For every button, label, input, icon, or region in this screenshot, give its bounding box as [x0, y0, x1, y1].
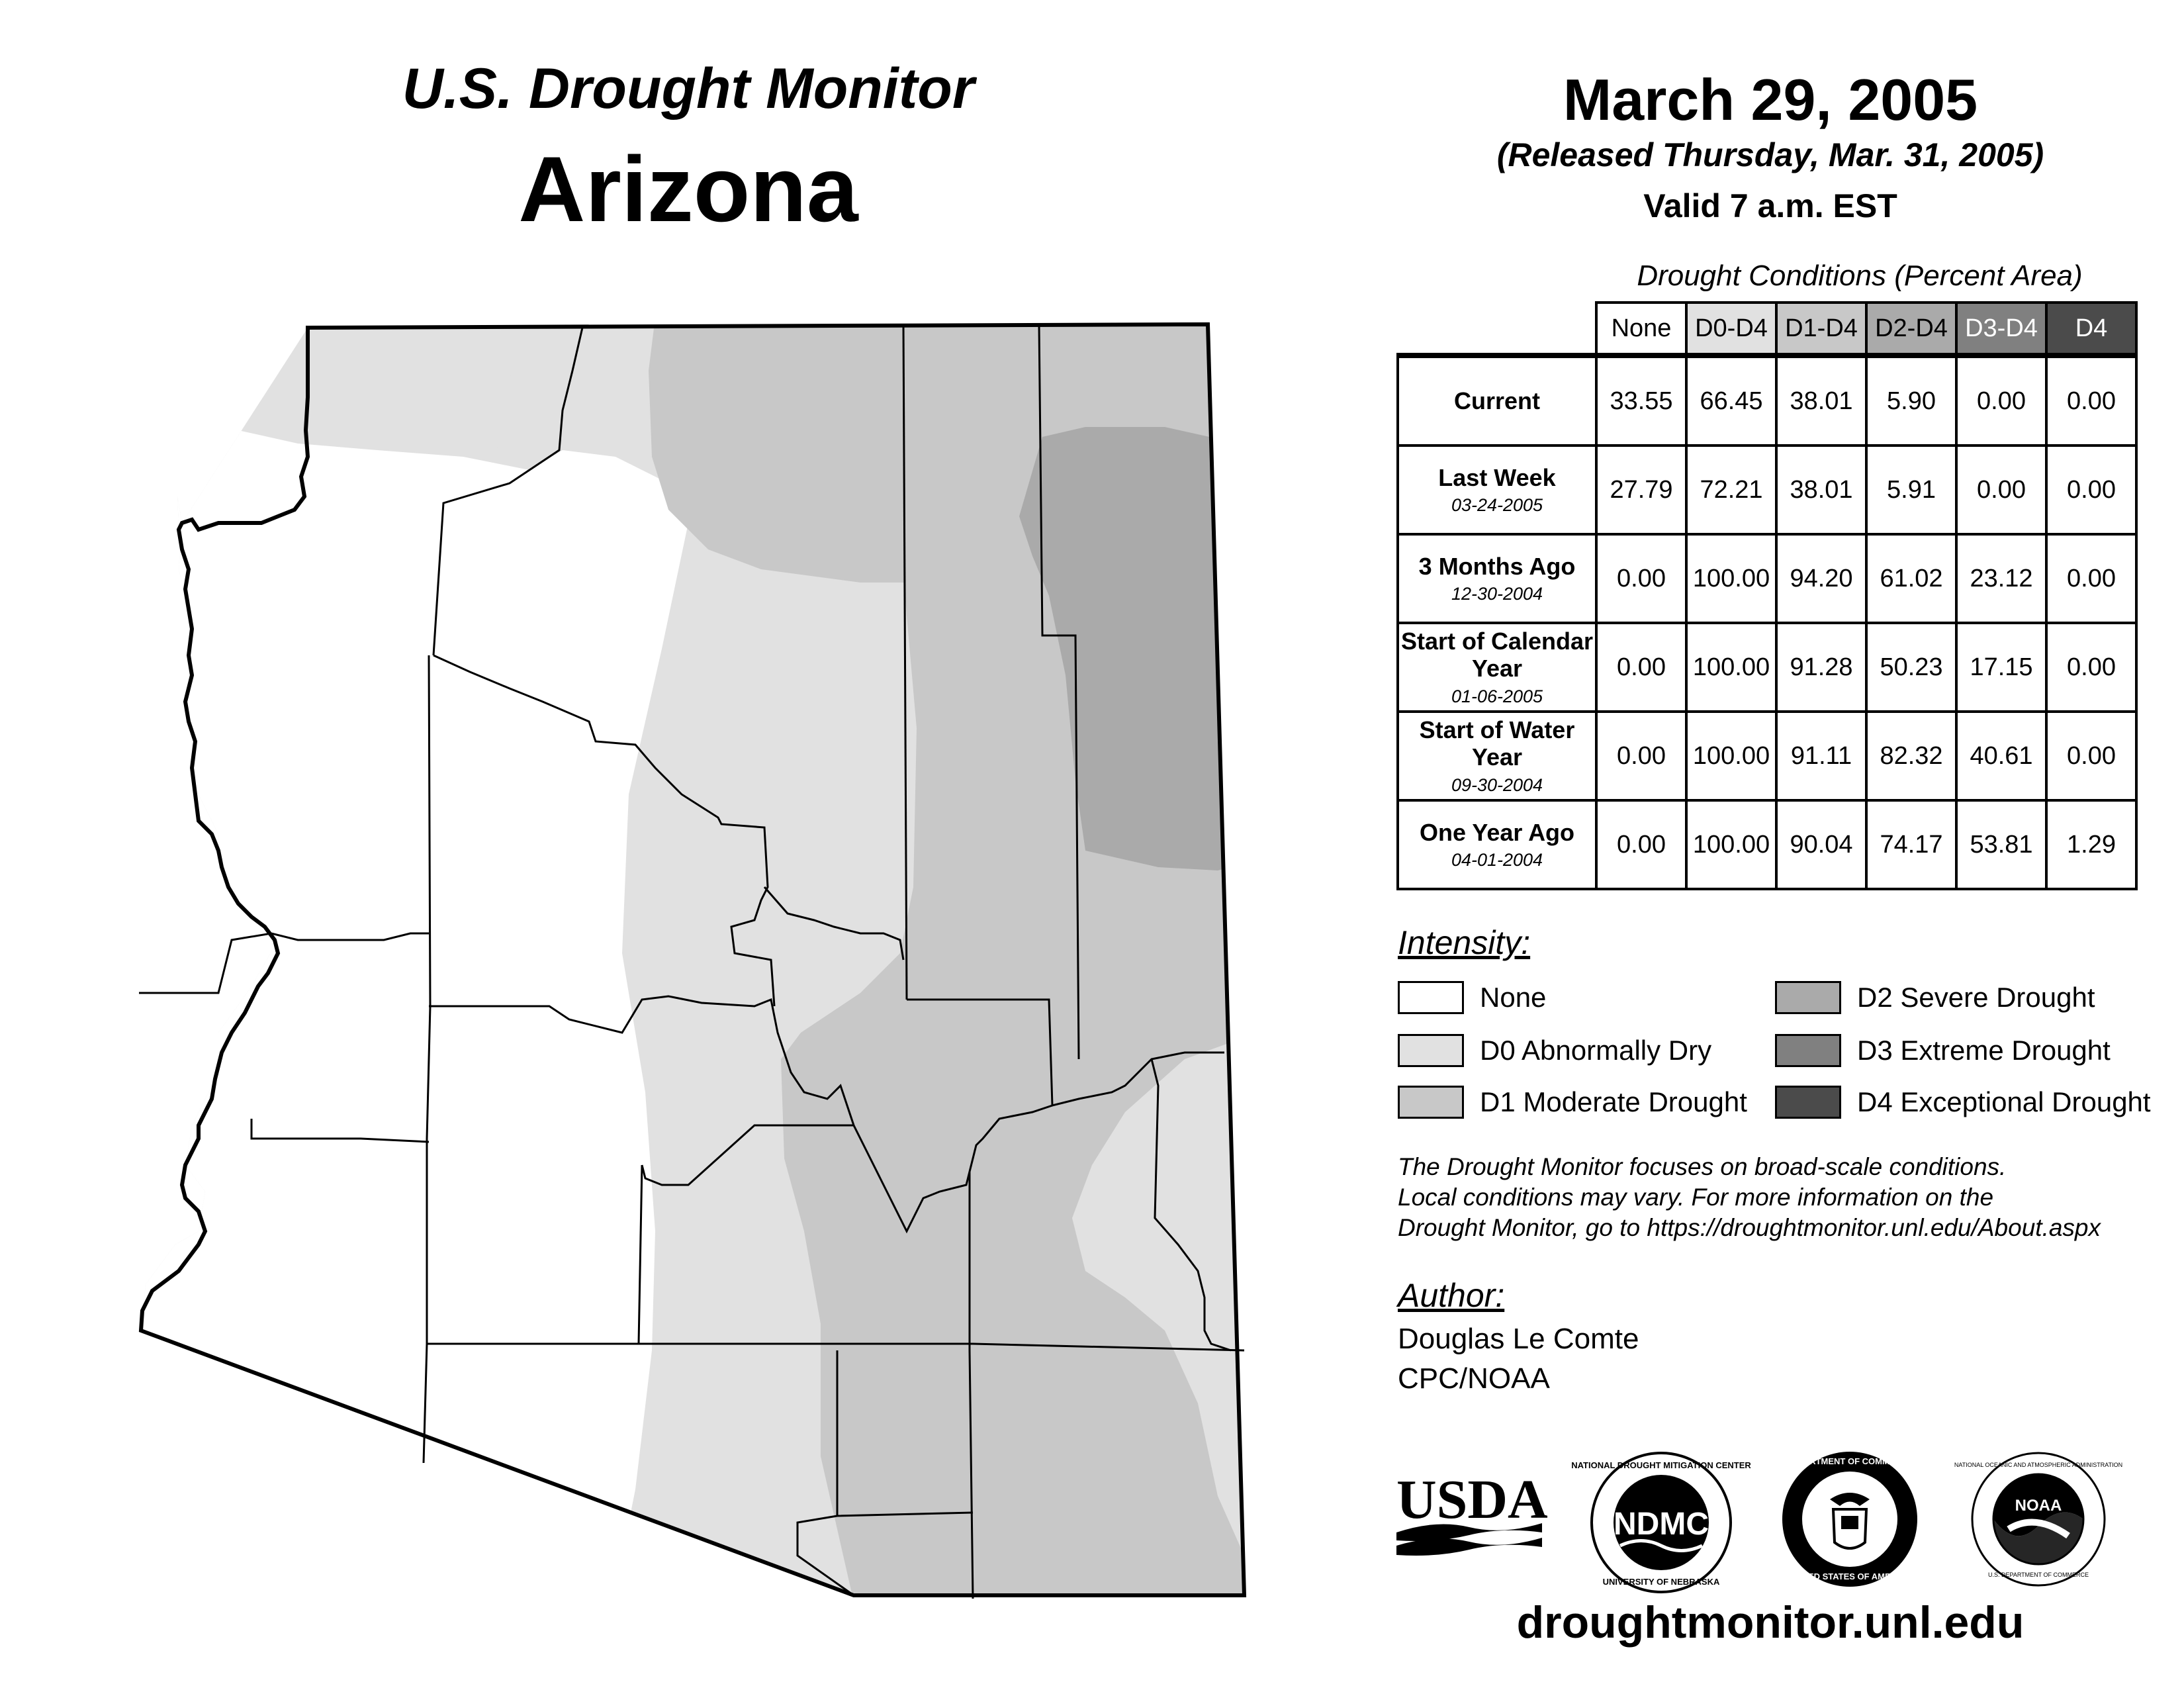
table-cell: 17.15	[1956, 623, 2046, 712]
noaa-ring-text: NATIONAL OCEANIC AND ATMOSPHERIC ADMINISTRATION	[1954, 1462, 2123, 1468]
table-cell: 1.29	[2046, 800, 2136, 889]
note-line: The Drought Monitor focuses on broad-scale conditions.	[1398, 1153, 2007, 1180]
col-header: D2-D4	[1866, 303, 1956, 355]
table-cell: 33.55	[1596, 355, 1686, 445]
row-label-cell	[1398, 800, 1596, 889]
col-header: D4	[2046, 303, 2136, 355]
row-date: 03-24-2005	[1451, 495, 1543, 516]
table-row	[1398, 623, 2136, 712]
legend-swatch	[1775, 1086, 1841, 1119]
table-cell: 82.32	[1866, 712, 1956, 800]
table-cell: 0.00	[2046, 445, 2136, 534]
row-label: Start of Water Year	[1419, 716, 1575, 771]
row-date: 09-30-2004	[1451, 774, 1543, 795]
table-cell: 0.00	[1596, 623, 1686, 712]
table-cell: 66.45	[1686, 355, 1776, 445]
table-cell: 0.00	[1596, 800, 1686, 889]
noaa-logo	[1954, 1450, 2123, 1589]
table-cell: 91.11	[1776, 712, 1866, 800]
col-header: D3-D4	[1956, 303, 2046, 355]
table-header-row	[1398, 303, 2136, 355]
ndmc-ring-bottom: UNIVERSITY OF NEBRASKA	[1602, 1577, 1720, 1587]
table-row	[1398, 800, 2136, 889]
author-heading: Author:	[1398, 1277, 1505, 1314]
table-cell: 38.01	[1776, 445, 1866, 534]
table-cell: 100.00	[1686, 534, 1776, 623]
table-cell: 0.00	[1596, 534, 1686, 623]
row-label-cell	[1398, 623, 1596, 712]
valid-time: Valid 7 a.m. EST	[1643, 187, 1897, 224]
legend-label: D1 Moderate Drought	[1480, 1086, 1747, 1117]
table-corner	[1398, 303, 1596, 355]
legend-item	[1398, 981, 1546, 1014]
table-row	[1398, 355, 2136, 445]
legend-label: D3 Extreme Drought	[1857, 1035, 2111, 1066]
table-cell: 0.00	[2046, 712, 2136, 800]
table-cell: 94.20	[1776, 534, 1866, 623]
table-row	[1398, 445, 2136, 534]
legend-swatch	[1775, 981, 1841, 1014]
table-cell: 5.90	[1866, 355, 1956, 445]
ndmc-ring-top: NATIONAL DROUGHT MITIGATION CENTER	[1571, 1460, 1751, 1470]
table-cell: 0.00	[2046, 534, 2136, 623]
table-row	[1398, 534, 2136, 623]
ndmc-logo-text: NDMC	[1614, 1507, 1709, 1542]
table-cell: 5.91	[1866, 445, 1956, 534]
table-cell: 0.00	[1956, 355, 2046, 445]
noaa-ring-bottom: U.S. DEPARTMENT OF COMMERCE	[1987, 1571, 2089, 1578]
table-cell: 38.01	[1776, 355, 1866, 445]
legend-swatch	[1398, 1034, 1464, 1067]
row-label: Start of Calendar Year	[1400, 628, 1594, 682]
table-cell: 100.00	[1686, 623, 1776, 712]
table-cell: 74.17	[1866, 800, 1956, 889]
author-name: Douglas Le Comte	[1398, 1323, 1639, 1355]
table-body	[1398, 355, 2136, 889]
row-date: 01-06-2005	[1451, 686, 1543, 706]
table-cell: 53.81	[1956, 800, 2046, 889]
legend-label: None	[1480, 982, 1547, 1013]
col-header: D0-D4	[1686, 303, 1776, 355]
drought-conditions-table	[1396, 301, 2138, 890]
table-cell: 72.21	[1686, 445, 1776, 534]
col-header: D1-D4	[1776, 303, 1866, 355]
table-row	[1398, 712, 2136, 800]
row-date: 04-01-2004	[1451, 850, 1543, 870]
row-label: 3 Months Ago	[1418, 552, 1576, 580]
usda-logo	[1396, 1466, 1548, 1566]
legend-item	[1398, 1034, 1711, 1067]
noaa-logo-text: NOAA	[2015, 1497, 2062, 1515]
state-name: Arizona	[518, 137, 858, 241]
row-label: Current	[1453, 387, 1540, 415]
row-label-cell	[1398, 445, 1596, 534]
row-label: One Year Ago	[1419, 818, 1575, 846]
table-cell: 61.02	[1866, 534, 1956, 623]
table-cell: 23.12	[1956, 534, 2046, 623]
table-cell: 0.00	[2046, 355, 2136, 445]
legend-item	[1775, 1086, 2151, 1119]
legend-heading: Intensity:	[1398, 924, 1531, 961]
table-caption: Drought Conditions (Percent Area)	[1637, 259, 2083, 292]
table-cell: 100.00	[1686, 800, 1776, 889]
table-cell: 90.04	[1776, 800, 1866, 889]
seal-ring-top: DEPARTMENT OF COMMERCE	[1786, 1456, 1913, 1466]
author-org: CPC/NOAA	[1398, 1362, 1550, 1395]
table-cell: 0.00	[1596, 712, 1686, 800]
row-label-cell	[1398, 534, 1596, 623]
table-cell: 40.61	[1956, 712, 2046, 800]
disclaimer-note	[1398, 1152, 2179, 1243]
table-cell: 27.79	[1596, 445, 1686, 534]
seal-ring-bottom: UNITED STATES OF AMERICA	[1788, 1571, 1912, 1581]
website-link[interactable]: droughtmonitor.unl.edu	[1516, 1597, 2025, 1648]
table-cell: 0.00	[1956, 445, 2046, 534]
legend-label: D2 Severe Drought	[1857, 982, 2095, 1013]
department-of-commerce-seal	[1780, 1450, 1919, 1589]
row-label: Last Week	[1438, 463, 1556, 491]
row-date: 12-30-2004	[1451, 584, 1543, 604]
map-title: U.S. Drought Monitor	[402, 57, 975, 120]
note-line: Drought Monitor, go to https://droughtmonitor.unl.edu/About.aspx	[1398, 1214, 2101, 1241]
legend-item	[1398, 1086, 1747, 1119]
ndmc-logo	[1571, 1450, 1751, 1595]
table-cell: 50.23	[1866, 623, 1956, 712]
table-cell: 100.00	[1686, 712, 1776, 800]
table-cell: 91.28	[1776, 623, 1866, 712]
usda-logo-text: USDA	[1396, 1469, 1548, 1530]
col-header: None	[1596, 303, 1686, 355]
legend-label: D4 Exceptional Drought	[1857, 1086, 2151, 1117]
legend-item	[1775, 981, 2095, 1014]
legend-swatch	[1775, 1034, 1841, 1067]
row-label-cell	[1398, 712, 1596, 800]
legend-label: D0 Abnormally Dry	[1480, 1035, 1712, 1066]
release-date: (Released Thursday, Mar. 31, 2005)	[1496, 136, 2044, 173]
note-line: Local conditions may vary. For more information on the	[1398, 1184, 1994, 1211]
row-label-cell	[1398, 355, 1596, 445]
legend-swatch	[1398, 981, 1464, 1014]
map-date: March 29, 2005	[1563, 67, 1978, 132]
table-cell: 0.00	[2046, 623, 2136, 712]
legend-item	[1775, 1034, 2111, 1067]
legend-swatch	[1398, 1086, 1464, 1119]
